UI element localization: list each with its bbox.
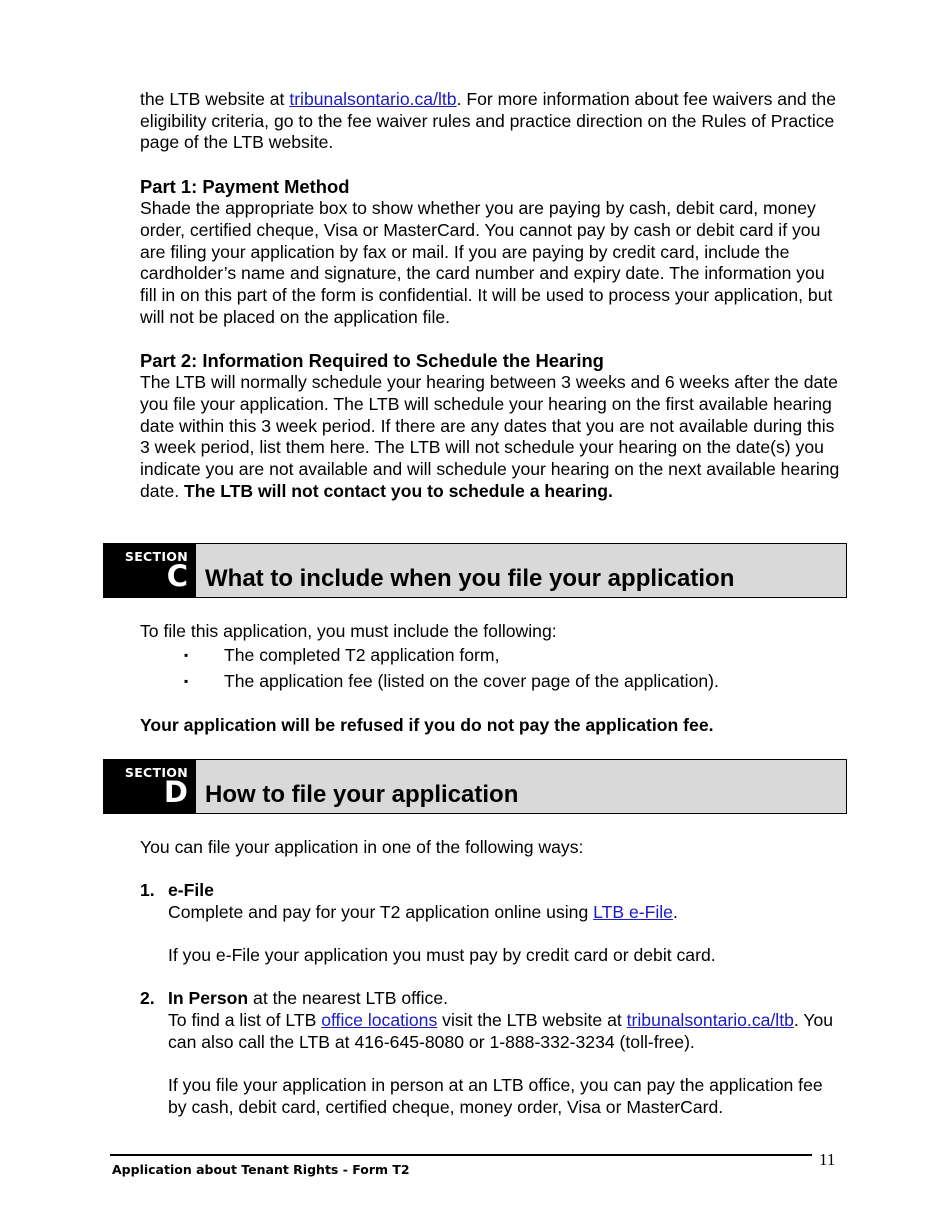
intro-paragraph — [140, 89, 840, 154]
in-person-find-after: . You can also call the LTB at 416-645-8080 or 1-888-332-3234 (toll-free). — [168, 1010, 834, 1052]
section-c-body — [140, 621, 840, 736]
top-content — [140, 89, 840, 503]
in-person-note: If you file your application in person at an LTB office, you can pay the application fee by cash, debit card, certified cheque, money order, Visa or MasterCard. — [168, 1075, 823, 1117]
efile-line-end: . — [672, 901, 678, 922]
section-c-word: SECTION — [124, 549, 188, 564]
ltb-website-link[interactable]: tribunalsontario.ca/ltb — [289, 89, 457, 109]
efile-line — [168, 902, 840, 924]
list-item-text: The application fee (listed on the cover page of the application). — [224, 670, 719, 691]
in-person-title-after: at the nearest LTB office. — [248, 988, 449, 1009]
office-locations-link[interactable]: office locations — [321, 1010, 438, 1031]
list-item — [140, 642, 840, 668]
ltb-website-link-2[interactable]: tribunalsontario.ca/ltb — [626, 1010, 794, 1031]
section-c-intro: To file this application, you must include the following: — [140, 621, 557, 641]
section-d-tab — [104, 760, 196, 813]
footer-form-title: Application about Tenant Rights - Form T2 — [112, 1162, 410, 1177]
section-d-word: SECTION — [124, 765, 188, 780]
bullet-mark: ▪ — [184, 673, 189, 688]
in-person-title-line — [168, 988, 840, 1010]
intro-text-after: . For more information about fee waivers and the eligibility criteria, go to the fee waiver rules and practice direction on the Rules of Practice page of the LTB website. — [140, 89, 836, 153]
efile-title: e-File — [168, 880, 214, 900]
list-item — [140, 668, 840, 694]
part2-heading: Part 2: Information Required to Schedule the Hearing — [140, 350, 604, 372]
in-person-find-text: To find a list of LTB — [168, 1010, 322, 1031]
efile-line-text: Complete and pay for your T2 application online using — [168, 901, 594, 922]
section-c-title: What to include when you file your application — [205, 565, 735, 592]
section-c-bullets — [140, 642, 840, 694]
section-d-letter: D — [163, 775, 188, 809]
in-person-find — [168, 1010, 840, 1053]
ltb-efile-link[interactable]: LTB e-File — [593, 901, 673, 922]
filing-methods-list — [140, 880, 840, 1119]
list-item-text: The completed T2 application form, — [224, 644, 500, 665]
filing-method-efile — [140, 880, 840, 967]
section-c-warning: Your application will be refused if you do not pay the application fee. — [140, 714, 714, 735]
section-c-header — [103, 543, 847, 598]
section-d-title: How to file your application — [205, 781, 519, 808]
part2-body-text: The LTB will normally schedule your hearing between 3 weeks and 6 weeks after the date you file your application. The LTB will schedule your hearing on the first available hearing date within this 3 week period. If there are any dates that you are not available during this 3 week period, list them here. The LTB will not schedule your hearing on the date(s) you indicate you are not available and will schedule your hearing on the next available hearing date. — [140, 372, 840, 501]
in-person-find-middle: visit the LTB website at — [437, 1010, 627, 1031]
section-d-intro-block — [140, 837, 840, 859]
section-c-tab — [104, 544, 196, 597]
footer-rule — [110, 1154, 812, 1156]
intro-text: the LTB website at — [140, 89, 290, 109]
part1-body: Shade the appropriate box to show whether you are paying by cash, debit card, money order, certified cheque, Visa or MasterCard. You cannot pay by cash or debit card if you are filing your application by fax or mail. If you are paying by credit card, include the cardholder’s name and signature, the card number and expiry date. The information you fill in on this part of the form is confidential. It will be used to process your application, but will not be placed on the application file. — [140, 198, 833, 327]
page-number: 11 — [819, 1150, 836, 1169]
part1-heading: Part 1: Payment Method — [140, 176, 350, 198]
section-d-header — [103, 759, 847, 814]
bullet-mark: ▪ — [184, 647, 189, 662]
item-number: 1. — [140, 880, 155, 900]
efile-note: If you e-File your application you must pay by credit card or debit card. — [168, 945, 716, 966]
filing-method-in-person — [140, 988, 840, 1118]
part2-body — [140, 372, 840, 502]
part2-body-bold: The LTB will not contact you to schedule a hearing. — [184, 480, 613, 501]
item-number: 2. — [140, 988, 155, 1009]
in-person-title: In Person — [168, 988, 249, 1009]
section-c-letter: C — [166, 559, 188, 593]
section-d-intro: You can file your application in one of the following ways: — [140, 837, 584, 857]
